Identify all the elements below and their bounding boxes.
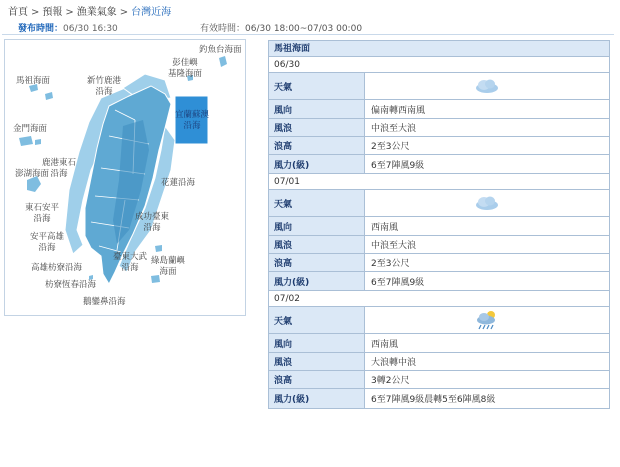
- cloudy-icon: [474, 195, 500, 211]
- wind-direction-value: 偏南轉西南風: [365, 100, 609, 118]
- wave-height-value: 2至3公尺: [365, 137, 609, 154]
- issue-time-value: 06/30 16:30: [63, 24, 118, 34]
- island-kinmen-2[interactable]: [35, 139, 41, 145]
- wave-height-row: [269, 371, 609, 389]
- wind-direction-value: 西南風: [365, 334, 609, 352]
- forecast-date-row: [269, 57, 609, 73]
- map-label-hualien[interactable]: 花蓮沿海: [161, 178, 196, 188]
- cloudy-icon: [474, 78, 500, 94]
- weather-row: [269, 73, 609, 100]
- wave-height-label: 浪高: [269, 137, 365, 154]
- island-kinmen[interactable]: [19, 136, 33, 146]
- breadcrumb-forecast[interactable]: 預報: [42, 7, 63, 18]
- breadcrumb-current: 台灣近海: [131, 7, 172, 18]
- wind-direction-label: 風向: [269, 100, 365, 118]
- wave-height-label: 浪高: [269, 371, 365, 388]
- map-label-penghu[interactable]: 澎湖海面: [15, 169, 50, 179]
- wave-height-label: 浪高: [269, 254, 365, 271]
- wave-value: 中浪至大浪: [365, 119, 609, 136]
- weather-label: 天氣: [269, 73, 365, 99]
- map-label-chenggong[interactable]: 成功臺東 沿海: [135, 212, 170, 233]
- map-label-fangliao[interactable]: 枋寮恆春沿海: [45, 280, 97, 290]
- wave-label: 風浪: [269, 119, 365, 136]
- wind-force-row: [269, 389, 609, 408]
- weather-row: [269, 307, 609, 334]
- map-label-kaohsiung[interactable]: 高雄枋寮沿海: [31, 263, 83, 273]
- weather-icon-cell: [365, 73, 609, 99]
- breadcrumb-fishery[interactable]: 漁業氣象: [76, 7, 117, 18]
- breadcrumb-separator: >: [65, 7, 74, 18]
- map-label-kinmen[interactable]: 金門海面: [13, 124, 48, 134]
- wind-force-label: 風力(級): [269, 272, 365, 290]
- issue-time: [18, 21, 118, 34]
- wave-label: 風浪: [269, 353, 365, 370]
- wave-height-value: 2至3公尺: [365, 254, 609, 271]
- issue-time-colon: ：: [54, 24, 64, 34]
- breadcrumb-separator: >: [119, 7, 129, 18]
- valid-time-value: 06/30 18:00~07/03 00:00: [245, 24, 363, 34]
- wind-direction-row: [269, 217, 609, 236]
- breadcrumb: [8, 3, 171, 18]
- map-label-taitung[interactable]: 臺東大武 沿海: [113, 252, 148, 273]
- weather-icon-cell: [365, 307, 609, 333]
- forecast-date: 07/02: [269, 291, 609, 306]
- forecast-date: 07/01: [269, 174, 609, 189]
- wind-force-value: 6至7陣風9級: [365, 272, 609, 290]
- wind-direction-value: 西南風: [365, 217, 609, 235]
- map-label-anping[interactable]: 安平高雄 沿海: [30, 232, 65, 253]
- wave-row: [269, 119, 609, 137]
- wave-label: 風浪: [269, 236, 365, 253]
- wave-height-row: [269, 254, 609, 272]
- island-diaoyu[interactable]: [219, 56, 227, 67]
- wave-value: 中浪至大浪: [365, 236, 609, 253]
- forecast-date-row: [269, 291, 609, 307]
- forecast-region-title: 馬祖海面: [269, 41, 609, 56]
- map-label-matsu[interactable]: 馬祖海面: [16, 76, 51, 86]
- wave-row: [269, 353, 609, 371]
- island-matsu-2[interactable]: [45, 92, 53, 100]
- sea-area-map: [4, 39, 246, 316]
- valid-time-label: 有效時間: [200, 24, 237, 34]
- breadcrumb-home[interactable]: 首頁: [8, 7, 28, 18]
- wind-direction-label: 風向: [269, 334, 365, 352]
- wave-row: [269, 236, 609, 254]
- map-label-dongshi[interactable]: 東石安平 沿海: [25, 203, 60, 224]
- wind-direction-row: [269, 334, 609, 353]
- wind-force-value: 6至7陣風9級: [365, 155, 609, 173]
- wind-force-row: [269, 155, 609, 174]
- wind-force-label: 風力(級): [269, 389, 365, 408]
- wind-force-label: 風力(級): [269, 155, 365, 173]
- header-divider: [2, 34, 614, 35]
- forecast-table: [268, 40, 610, 409]
- map-label-diaoyu[interactable]: 釣魚台海面: [199, 45, 242, 55]
- wave-height-value: 3轉2公尺: [365, 371, 609, 388]
- map-label-green[interactable]: 綠島蘭嶼 海面: [151, 256, 186, 277]
- map-label-yilan[interactable]: 宜蘭蘇澳 沿海: [175, 110, 210, 131]
- valid-time-colon: ：: [236, 24, 246, 34]
- valid-time: [200, 21, 362, 34]
- wave-value: 大浪轉中浪: [365, 353, 609, 370]
- cloudy-sun-rain-icon: [474, 309, 500, 331]
- weather-icon-cell: [365, 190, 609, 216]
- weather-label: 天氣: [269, 307, 365, 333]
- forecast-region-row: [269, 41, 609, 57]
- wind-force-value: 6至7陣風9級晨轉5至6陣風8級: [365, 389, 609, 408]
- wave-height-row: [269, 137, 609, 155]
- map-label-eluanbi[interactable]: 鵝鑾鼻沿海: [83, 297, 126, 307]
- map-label-lugang[interactable]: 鹿港東石 沿海: [42, 158, 77, 179]
- map-label-hsinchu[interactable]: 新竹鹿港 沿海: [87, 76, 122, 97]
- issue-time-label: 發布時間: [18, 24, 55, 34]
- breadcrumb-separator: >: [31, 7, 40, 18]
- wind-direction-label: 風向: [269, 217, 365, 235]
- forecast-date-row: [269, 174, 609, 190]
- island-green[interactable]: [155, 245, 162, 252]
- map-label-pengjia[interactable]: 彭佳嶼 基隆海面: [168, 58, 203, 79]
- weather-row: [269, 190, 609, 217]
- weather-label: 天氣: [269, 190, 365, 216]
- wind-force-row: [269, 272, 609, 291]
- forecast-date: 06/30: [269, 57, 609, 72]
- wind-direction-row: [269, 100, 609, 119]
